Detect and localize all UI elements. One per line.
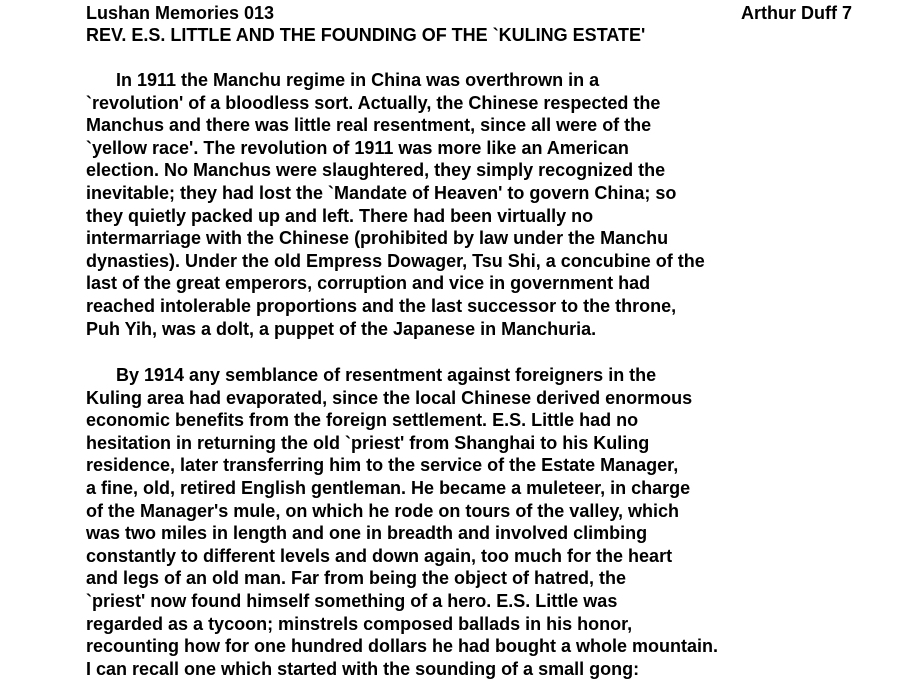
paragraph-line: election. No Manchus were slaughtered, they simply recognized the xyxy=(86,160,666,181)
paragraph-line: intermarriage with the Chinese (prohibited by law under the Manchu xyxy=(86,228,669,249)
paragraph-line: inevitable; they had lost the `Mandate of Heaven' to govern China; so xyxy=(86,182,677,203)
paragraph-line: regarded as a tycoon; minstrels composed ballads in his honor, xyxy=(86,613,633,634)
paragraph-line: By 1914 any semblance of resentment against foreigners in the xyxy=(116,365,657,385)
paragraph-line: last of the great emperors, corruption and vice in government had xyxy=(86,273,651,294)
paragraph-line: a fine, old, retired English gentleman. He became a muleteer, in charge xyxy=(86,477,691,498)
paragraph-line: they quietly packed up and left. There had been virtually no xyxy=(86,205,594,226)
paragraph-line: constantly to different levels and down again, too much for the heart xyxy=(86,545,673,566)
paragraph-line: Kuling area had evaporated, since the local Chinese derived enormous xyxy=(86,387,693,408)
paragraph-line: reached intolerable proportions and the last successor to the throne, xyxy=(86,295,677,316)
paragraph-2 xyxy=(86,364,886,680)
paragraph-line: hesitation in returning the old `priest' from Shanghai to his Kuling xyxy=(86,432,650,453)
paragraph-line: residence, later transferring him to the service of the Estate Manager, xyxy=(86,455,679,476)
paragraph-1 xyxy=(86,69,886,340)
series-label: Lushan Memories 013 xyxy=(86,3,275,23)
paragraph-line: I can recall one which started with the sounding of a small gong: xyxy=(86,658,640,679)
paragraph-line: `priest' now found himself something of a hero. E.S. Little was xyxy=(86,590,618,611)
author-page-label: Arthur Duff 7 xyxy=(741,3,852,23)
paragraph-line: was two miles in length and one in breadth and involved climbing xyxy=(86,523,648,544)
paragraph-line: recounting how for one hundred dollars he had bought a whole mountain. xyxy=(86,636,718,657)
paragraph-line: dynasties). Under the old Empress Dowager, Tsu Shi, a concubine of the xyxy=(86,250,705,271)
paragraph-line: `yellow race'. The revolution of 1911 was more like an American xyxy=(86,137,629,158)
page-header xyxy=(86,2,852,24)
paragraph-line: Puh Yih, was a dolt, a puppet of the Japanese in Manchuria. xyxy=(86,318,597,339)
paragraph-line: `revolution' of a bloodless sort. Actually, the Chinese respected the xyxy=(86,92,661,113)
paragraph-line: In 1911 the Manchu regime in China was overthrown in a xyxy=(116,70,600,90)
paragraph-line: of the Manager's mule, on which he rode on tours of the valley, which xyxy=(86,500,680,521)
paragraph-line: and legs of an old man. Far from being the object of hatred, the xyxy=(86,568,627,589)
document-title: REV. E.S. LITTLE AND THE FOUNDING OF THE `KULING ESTATE' xyxy=(86,25,646,45)
paragraph-line: economic benefits from the foreign settlement. E.S. Little had no xyxy=(86,410,639,431)
paragraph-line: Manchus and there was little real resentment, since all were of the xyxy=(86,115,652,136)
